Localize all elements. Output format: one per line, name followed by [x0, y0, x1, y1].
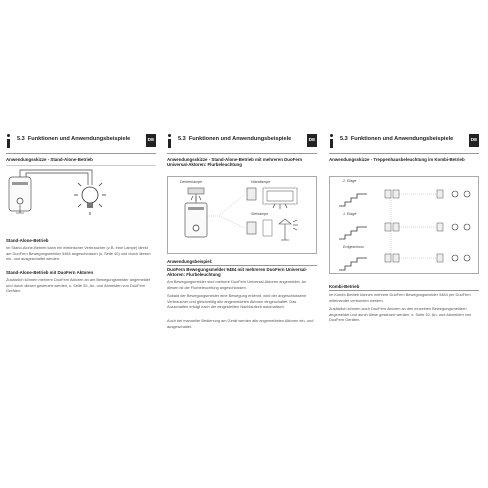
sketch-title: Anwendungsskizze - Stand-Alone-Betrieb mit mehreren DuoFern Universal-Aktoren: Flurbeleuchtung [167, 157, 303, 168]
divider [167, 153, 317, 154]
page-panel-stand-alone [6, 134, 156, 339]
ground-floor-devices [385, 254, 470, 262]
block-text: Zusätzlich können mehrere DuoFern Aktoren an am Bewegungsmelder angemeldet und durch diesen gesteuert werden, s. Seite 52, An- und Abmelden von DuoFern Geräten. [6, 277, 151, 294]
label-floor-2: 2. Etage [343, 179, 357, 183]
info-icon [167, 134, 173, 148]
sketch-title: Anwendungsskizze - Treppenhausbeleuchtung im Kombi-Betrieb [329, 157, 465, 162]
actor-icon [393, 190, 399, 198]
language-badge: DE [469, 134, 479, 147]
motion-detector-icon [385, 190, 391, 198]
lamp-icon [464, 224, 470, 230]
light-rays-icon [74, 183, 106, 215]
bulb-base [87, 203, 93, 208]
motion-detector-icon [385, 254, 391, 262]
divider [6, 153, 156, 154]
actor-box [263, 220, 272, 236]
paragraph: Zusätzlich können auch DuoFern Aktoren an den einzelnen Bewegungsmeldern angemeldet und durch diese gesteuert werden, s. Seite 52, An- und Abmelden von DuoFern Geräten. [329, 306, 472, 323]
device-label-strip [188, 207, 204, 210]
label-ground-floor: Erdgeschoss [343, 245, 364, 249]
paragraph: Im Kombi-Betrieb können mehrere DuoFern Bewegungsmelder 9484 per DuoFern miteinander verbunden werden. [329, 292, 471, 303]
block-heading: Kombi-Betrieb [329, 284, 360, 289]
universal-actor-icon [247, 188, 256, 200]
page-panel-kombi-betrieb [329, 134, 479, 339]
paragraph: Sobald der Bewegungsmelder eine Bewegung erkennt, wird der angeschlossene Verbraucher und gleichzeitig alle angemeldeten Aktoren eingeschaltet. Das Ausschalten erfolgt nach der eingestellten Nachlaufzeit automatisch. [167, 293, 307, 310]
lamp-icon [452, 224, 458, 230]
language-badge: DE [146, 134, 156, 147]
floor-lamp-shade [279, 219, 291, 224]
block-heading: Stand-Alone-Betrieb mit DuoFern Aktoren [6, 270, 94, 275]
language-badge: DE [307, 134, 317, 147]
example-heading: Anwendungsbeispiel: [167, 259, 213, 264]
section-title: 5.3 Funktionen und Anwendungsbeispiele [17, 136, 131, 142]
flurbeleuchtung-diagram [167, 186, 317, 254]
lamp-icon [452, 191, 458, 197]
wall-lamp-icon [267, 191, 293, 201]
section-title: 5.3 Funktionen und Anwendungsbeispiele [178, 136, 292, 142]
actor-icon [437, 254, 443, 262]
sketch-title: Anwendungsskizze - Stand-Alone-Betrieb [6, 157, 93, 162]
label-floor-1: 1. Etage [343, 212, 357, 216]
floor-2-devices [385, 190, 470, 198]
motion-detector-icon [385, 223, 391, 231]
divider [6, 165, 156, 166]
paragraph: Auch bei manueller Bedienung am Gerät werden alle angemeldeten Aktoren ein- und ausgeschaltet. [167, 318, 314, 329]
floor-1-devices [385, 223, 470, 231]
lamp-icon [452, 255, 458, 261]
page-panel-flurbeleuchtung [167, 134, 317, 339]
stairs-ground-floor [339, 258, 367, 270]
stand-alone-diagram [6, 167, 156, 222]
section-header [329, 134, 479, 150]
stairs-floor-1 [339, 227, 367, 239]
universal-actor-icon [247, 222, 256, 234]
lamp-icon [464, 255, 470, 261]
light-rays-icon [273, 204, 287, 209]
label-floor-lamp: Stehlampe [251, 212, 269, 216]
divider [329, 153, 479, 154]
info-icon [6, 134, 12, 148]
section-title: 5.3 Funktionen und Anwendungsbeispiele [340, 136, 454, 142]
paragraph: Am Bewegungsmelder sind mehrere DuoFern Universal-Aktoren angemeldet. An diesen ist die Flurbeleuchtung angeschlossen. [167, 279, 307, 290]
divider [167, 265, 317, 266]
stairs-floor-2 [339, 194, 367, 206]
info-icon [329, 134, 335, 148]
section-header [6, 134, 156, 150]
section-header [167, 134, 317, 150]
bulb-icon [82, 187, 98, 203]
label-ceiling-lamp: Deckenlampe [180, 180, 202, 184]
actor-icon [393, 223, 399, 231]
radio-link [219, 194, 245, 228]
lamp-icon [464, 191, 470, 197]
block-heading: Stand-Alone-Betrieb [6, 238, 49, 243]
divider [329, 290, 479, 291]
actor-box [263, 188, 297, 204]
device-label-strip [12, 182, 28, 185]
example-subheading: DuoFern Bewegungsmelder 9484 mit mehreren DuoFern Universal-Aktoren: Flurbeleuchtung [167, 267, 308, 278]
actor-icon [437, 223, 443, 231]
actor-icon [393, 254, 399, 262]
light-rays-icon [293, 220, 298, 230]
block-text: Im Stand-Alone-Betrieb kann ein elektrischer Verbraucher (z.B. eine Lampe) direkt am DuoFern Bewegungsmelder 9484 angeschlossen (s. Seite 40) und durch diesen ein- und ausgeschaltet werden. [6, 245, 151, 262]
staircase-diagram [329, 176, 479, 274]
ceiling-lamp-icon [188, 188, 204, 194]
label-wall-lamp: Wandlampe [251, 180, 271, 184]
actor-icon [437, 190, 443, 198]
